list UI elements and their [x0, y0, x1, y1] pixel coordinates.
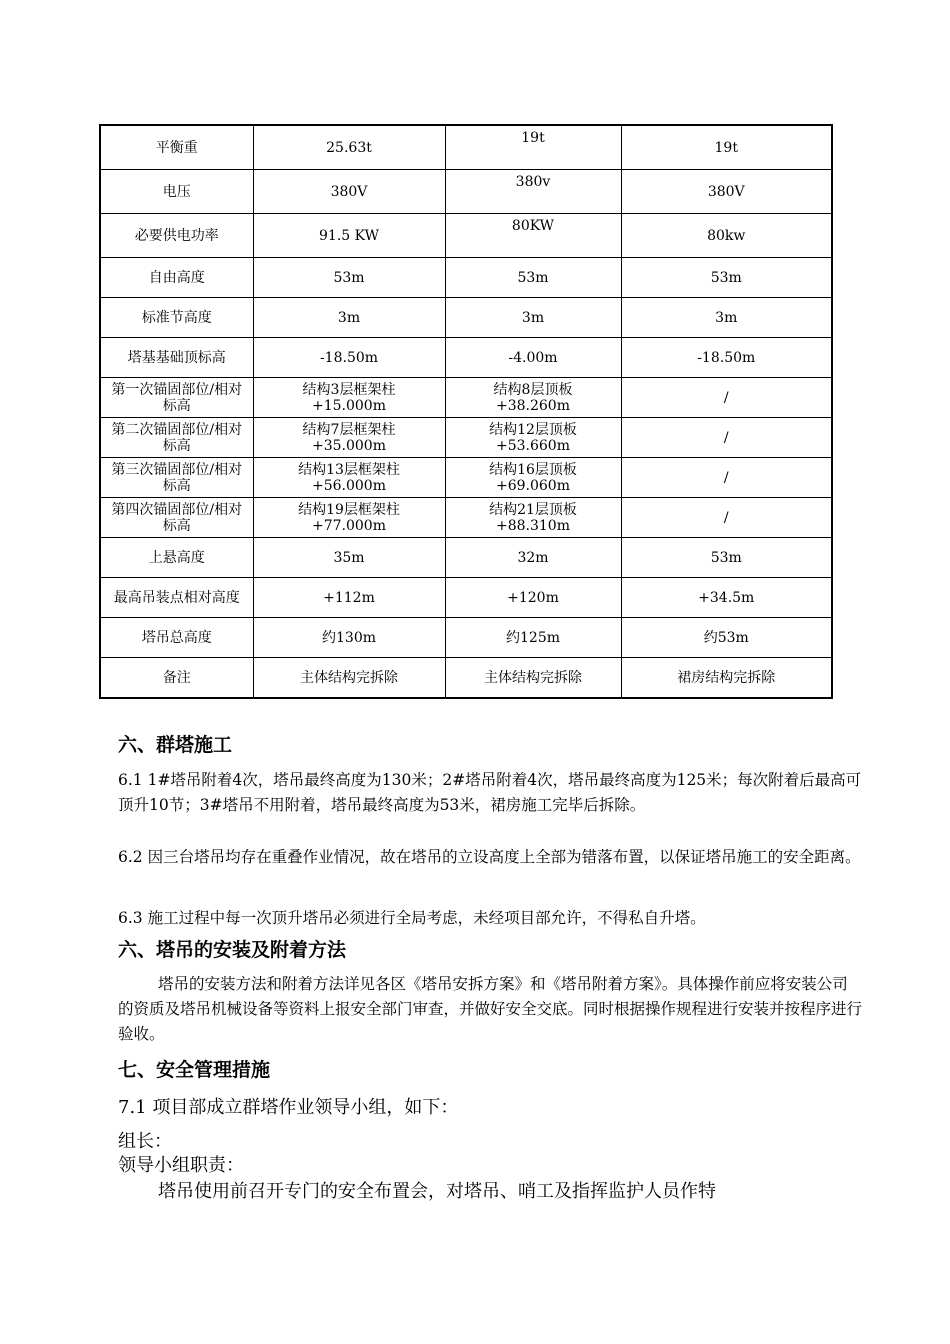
section-6-heading: 六、群塔施工: [118, 734, 233, 756]
section-6b-heading: 六、塔吊的安装及附着方法: [118, 939, 347, 961]
table-row: [100, 418, 832, 458]
cell: 32m: [445, 538, 621, 578]
cell: /: [621, 378, 832, 418]
table-row: [100, 498, 832, 538]
table-row: [100, 578, 832, 618]
row-label: 上悬高度: [100, 538, 253, 578]
cell: 约53m: [621, 618, 832, 658]
duty-line: 领导小组职责：: [118, 1155, 244, 1176]
table-row: [100, 378, 832, 418]
cell: 主体结构完拆除: [445, 658, 621, 699]
paragraph-6-3: 6.3 施工过程中每一次顶升塔吊必须进行全局考虑，未经项目部允许，不得私自升塔。: [118, 909, 706, 927]
cell: /: [621, 418, 832, 458]
cell: 35m: [253, 538, 445, 578]
table-row: [100, 458, 832, 498]
cell: 380V: [253, 170, 445, 214]
cell: 80KW: [445, 214, 621, 258]
cell: 约130m: [253, 618, 445, 658]
row-label: 备注: [100, 658, 253, 699]
table-row: [100, 618, 832, 658]
cell: 380v: [445, 170, 621, 214]
cell: 裙房结构完拆除: [621, 658, 832, 699]
row-label: 第四次锚固部位/相对标高: [100, 498, 253, 538]
row-label: 塔基基础顶标高: [100, 338, 253, 378]
row-label: 第二次锚固部位/相对标高: [100, 418, 253, 458]
paragraph-install: 塔吊的安装方法和附着方法详见各区《塔吊安拆方案》和《塔吊附着方案》。具体操作前应将安装公司的资质及塔吊机械设备等资料上报安全部门审查，并做好安全交底。同时根据操作规程进行安装并按程序进行验收。: [118, 975, 863, 1043]
cell: /: [621, 458, 832, 498]
paragraph-6-1: 6.1 1#塔吊附着4次，塔吊最终高度为130米；2#塔吊附着4次，塔吊最终高度为125米；每次附着后最高可顶升10节；3#塔吊不用附着，塔吊最终高度为53米，裙房施工完毕后拆除。: [118, 771, 862, 814]
cell: 91.5 KW: [253, 214, 445, 258]
paragraph-7-1: 7.1 项目部成立群塔作业领导小组，如下：: [118, 1097, 459, 1118]
table-row: [100, 214, 832, 258]
row-label: 平衡重: [100, 125, 253, 170]
table-row: [100, 298, 832, 338]
row-label: 电压: [100, 170, 253, 214]
cell: 主体结构完拆除: [253, 658, 445, 699]
cell: 80kw: [621, 214, 832, 258]
cell: 380V: [621, 170, 832, 214]
tower-crane-spec-table: [99, 124, 833, 699]
row-label: 第三次锚固部位/相对标高: [100, 458, 253, 498]
cell: 25.63t: [253, 125, 445, 170]
cell: 53m: [621, 538, 832, 578]
cell: 3m: [253, 298, 445, 338]
table-row: [100, 125, 832, 170]
row-label: 第一次锚固部位/相对标高: [100, 378, 253, 418]
cell: 结构3层框架柱 +15.000m: [253, 378, 445, 418]
cell: -18.50m: [253, 338, 445, 378]
cell: 结构13层框架柱 +56.000m: [253, 458, 445, 498]
paragraph-6-2: 6.2 因三台塔吊均存在重叠作业情况，故在塔吊的立设高度上全部为错落布置，以保证塔吊施工的安全距离。: [118, 848, 861, 866]
cell: -4.00m: [445, 338, 621, 378]
cell: 53m: [621, 258, 832, 298]
cell: -18.50m: [621, 338, 832, 378]
cell: 结构21层顶板 +88.310m: [445, 498, 621, 538]
row-label: 塔吊总高度: [100, 618, 253, 658]
cell: 结构8层顶板 +38.260m: [445, 378, 621, 418]
section-7-heading: 七、安全管理措施: [118, 1059, 271, 1081]
row-label: 自由高度: [100, 258, 253, 298]
cell: /: [621, 498, 832, 538]
row-label: 必要供电功率: [100, 214, 253, 258]
cell: 19t: [445, 125, 621, 170]
duty-paragraph: 塔吊使用前召开专门的安全布置会，对塔吊、哨工及指挥监护人员作特: [158, 1181, 716, 1202]
cell: 结构12层顶板 +53.660m: [445, 418, 621, 458]
cell: +112m: [253, 578, 445, 618]
cell: 结构7层框架柱 +35.000m: [253, 418, 445, 458]
table-row: [100, 338, 832, 378]
cell: 结构19层框架柱 +77.000m: [253, 498, 445, 538]
cell: 3m: [621, 298, 832, 338]
table-row: [100, 170, 832, 214]
cell: 53m: [445, 258, 621, 298]
cell: 53m: [253, 258, 445, 298]
row-label: 最高吊装点相对高度: [100, 578, 253, 618]
cell: +34.5m: [621, 578, 832, 618]
cell: 约125m: [445, 618, 621, 658]
cell: +120m: [445, 578, 621, 618]
table-row: [100, 538, 832, 578]
row-label: 标准节高度: [100, 298, 253, 338]
cell: 结构16层顶板 +69.060m: [445, 458, 621, 498]
table-row: [100, 658, 832, 699]
table-row: [100, 258, 832, 298]
cell: 19t: [621, 125, 832, 170]
leader-line: 组长：: [118, 1131, 172, 1152]
cell: 3m: [445, 298, 621, 338]
